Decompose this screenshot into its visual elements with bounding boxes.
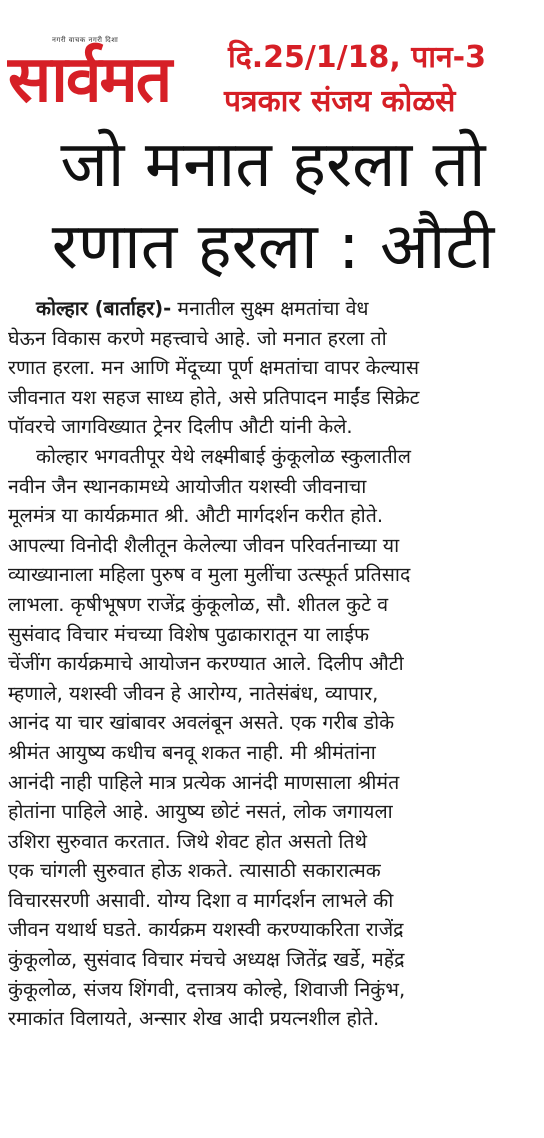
article-line: घेऊन विकास करणे महत्त्वाचे आहे. जो मनात हरला तो <box>8 326 387 350</box>
article-line: रमाकांत विलायते, अन्सार शेख आदी प्रयत्नशील होते. <box>8 1007 380 1031</box>
article-line: आनंद या चार खांबावर अवलंबून असते. एक गरीब डोके <box>8 711 395 735</box>
article-line: रणात हरला. मन आणि मेंदूच्या पूर्ण क्षमतांचा वापर केल्यास <box>8 356 420 380</box>
article-line: कुंकूलोळ, सुसंवाद विचार मंचचे अध्यक्ष जितेंद्र खर्डे, महेंद्र <box>8 948 405 972</box>
article-line: विचारसरणी असावी. योग्य दिशा व मार्गदर्शन लाभले की <box>8 888 394 912</box>
article-line: जीवन यथार्थ घडते. कार्यक्रम यशस्वी करण्याकरिता राजेंद्र <box>8 918 404 942</box>
newspaper-logo: सार्वमत <box>8 43 171 117</box>
article-line: पॉवरचे जागविख्यात ट्रेनर दिलीप औटी यांनी केले. <box>8 415 353 439</box>
publication-date: दि.25/1/18, पान-3 <box>228 40 487 75</box>
newspaper-masthead <box>8 36 222 118</box>
article-line-text: मनातील सुक्ष्म क्षमतांचा वेध <box>177 297 369 320</box>
article-line: सुसंवाद विचार मंचच्या विशेष पुढाकारातून या लाईफ <box>8 622 369 646</box>
article-body <box>8 294 528 1034</box>
article-line: एक चांगली सुरुवात होऊ शकते. त्यासाठी सकारात्मक <box>8 859 381 883</box>
article-line: म्हणाले, यशस्वी जीवन हे आरोग्य, नातेसंबंध, व्यापार, <box>8 681 379 705</box>
article-dateline: कोल्हार (बार्ताहर)- <box>36 297 172 320</box>
article-line: व्याख्यानाला महिला पुरुष व मुला मुलींचा उत्स्फूर्त प्रतिसाद <box>8 563 411 587</box>
reporter-credit: पत्रकार संजय कोळसे <box>224 84 456 119</box>
article-line: नवीन जैन स्थानकामध्ये आयोजीत यशस्वी जीवनाचा <box>8 474 367 498</box>
headline-line-1: जो मनात हरला तो <box>60 128 486 202</box>
article-line: लाभला. कृषीभूषण राजेंद्र कुंकूलोळ, सौ. शीतल कुटे व <box>8 592 389 616</box>
headline-line-2: रणात हरला : औटी <box>51 210 495 284</box>
article-line: उशिरा सुरुवात करतात. जिथे शेवट होत असतो तिथे <box>8 829 367 853</box>
article-line <box>8 294 528 324</box>
article-line: जीवनात यश सहज साध्य होते, असे प्रतिपादन माईंड सिक्रेट <box>8 385 420 409</box>
article-line: कुंकूलोळ, संजय शिंगवी, दत्तात्रय कोल्हे, शिवाजी निकुंभ, <box>8 977 406 1001</box>
article-line: आपल्या विनोदी शैलीतून केलेल्या जीवन परिवर्तनाच्या या <box>8 533 400 557</box>
article-line: होतांना पाहिले आहे. आयुष्य छोटं नसतं, लोक जगायला <box>8 800 393 824</box>
masthead-tagline: नगरी वाचक नगरी दिशा <box>52 36 119 44</box>
article-line: कोल्हार भगवतीपूर येथे लक्ष्मीबाई कुंकूलोळ स्कुलातील <box>36 444 411 468</box>
article-line: आनंदी नाही पाहिले मात्र प्रत्येक आनंदी माणसाला श्रीमंत <box>8 770 400 794</box>
article-line: मूलमंत्र या कार्यक्रमात श्री. औटी मार्गदर्शन करीत होते. <box>8 504 384 528</box>
article-line: श्रीमंत आयुष्य कधीच बनवू शकत नाही. मी श्रीमंतांना <box>8 740 376 764</box>
article-line: चेंजींग कार्यक्रमाचे आयोजन करण्यात आले. दिलीप औटी <box>8 652 404 676</box>
article-headline <box>18 124 528 288</box>
